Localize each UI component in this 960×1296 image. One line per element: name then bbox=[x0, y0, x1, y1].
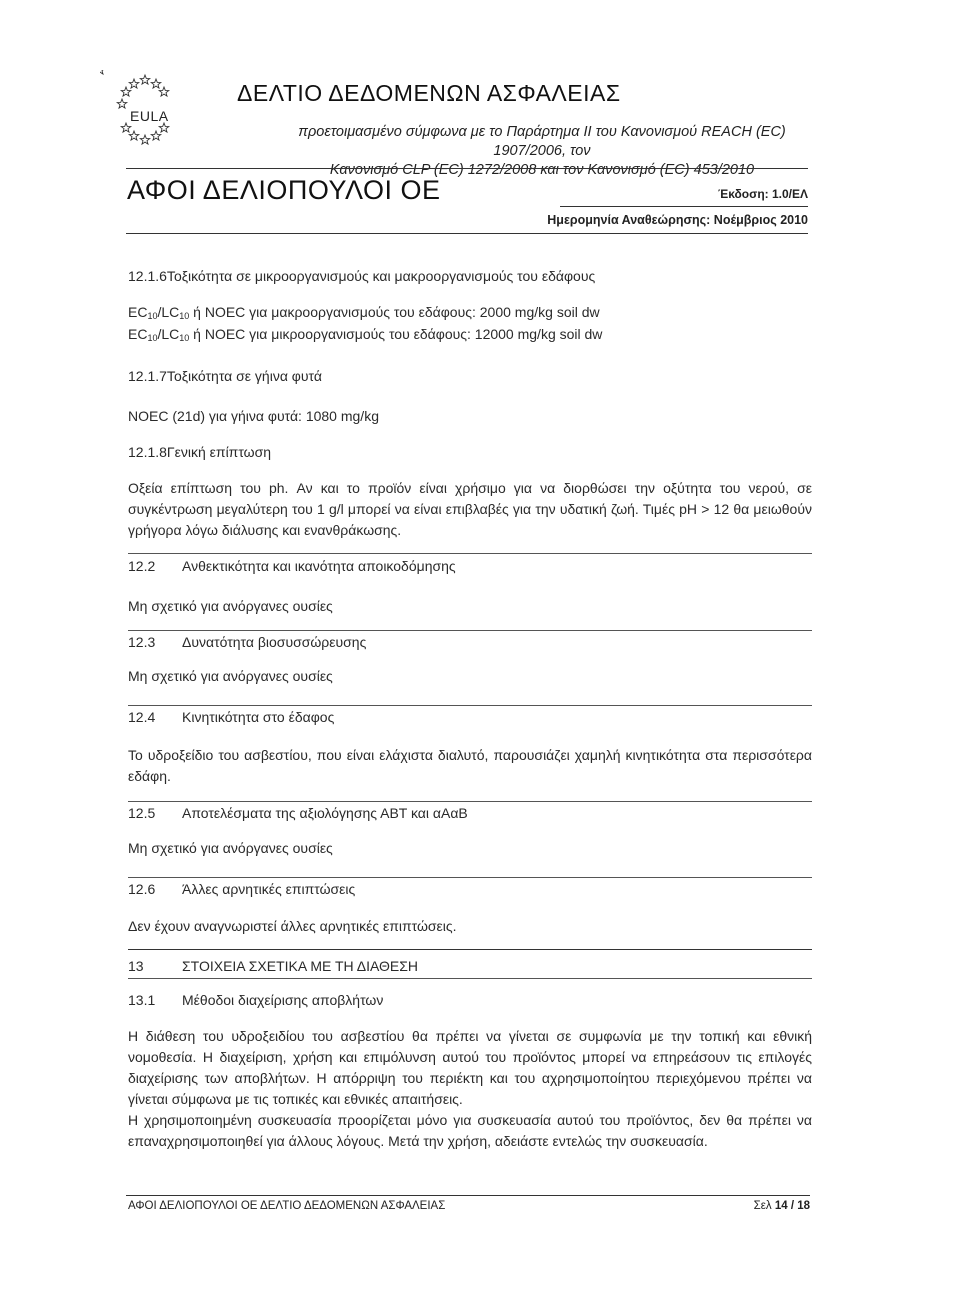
section-12-1-7-text: NOEC (21d) για γήινα φυτά: 1080 mg/kg bbox=[128, 408, 379, 424]
section-13-heading: 13 ΣΤΟΙΧΕΙΑ ΣΧΕΤΙΚΑ ΜΕ ΤΗ ΔΙΑΘΕΣΗ bbox=[128, 958, 419, 974]
soil-macro-toxicity: $EC_{10}/LC_{10}$ ή NOEC για μακροοργανισμούς του εδάφους: 2000 mg/kg soil dw bbox=[128, 304, 600, 321]
subtitle-line-1: προετοιμασμένο σύμφωνα με το Παράρτημα II του Κανονισμού REACH (EC) 1907/2006, τον bbox=[298, 124, 786, 159]
subtitle-line-2: Κανονισμό CLP (EC) 1272/2008 και τον Κανονισμό (EC) 453/2010 bbox=[329, 162, 755, 178]
section-12-2-text: Μη σχετικό για ανόργανες ουσίες bbox=[128, 598, 333, 614]
document-subtitle bbox=[262, 123, 822, 180]
section-13-1-paragraph-2: Η χρησιμοποιημένη συσκευασία προορίζεται μόνο για συσκευασία αυτού του προϊόντος, δεν θα πρέπει να επαναχρησιμοποιηθεί για άλλους λόγους. Μετά την χρήση, αδειάστε εντελώς την συσκευασία. bbox=[128, 1112, 812, 1149]
logo-text: EULA bbox=[130, 108, 169, 124]
revision-date: Ημερομηνία Αναθεώρησης: Νοέμβριος 2010 bbox=[547, 213, 808, 227]
page-number: Σελ 14 / 18 bbox=[753, 1200, 810, 1212]
header-divider-1 bbox=[126, 168, 808, 169]
soil-micro-toxicity: $EC_{10}/LC_{10}$ ή NOEC για μικροοργανισμούς του εδάφους: 12000 mg/kg soil dw bbox=[128, 326, 603, 343]
section-12-1-8-heading: 12.1.8Γενική επίπτωση bbox=[128, 444, 272, 460]
section-divider bbox=[128, 801, 812, 802]
section-12-6-heading: 12.6 Άλλες αρνητικές επιπτώσεις bbox=[128, 881, 356, 897]
section-divider bbox=[128, 553, 812, 554]
header-divider-2 bbox=[560, 206, 808, 207]
section-12-1-6-heading: 12.1.6Τοξικότητα σε μικροοργανισμούς και μακροοργανισμούς του εδάφους bbox=[128, 268, 596, 284]
section-12-4-heading: 12.4 Κινητικότητα στο έδαφος bbox=[128, 709, 335, 725]
section-12-3-heading: 12.3 Δυνατότητα βιοσυσσώρευσης bbox=[128, 634, 367, 650]
section-13-1-paragraph-1: Η διάθεση του υδροξειδίου του ασβεστίου θα πρέπει να γίνεται σε συμφωνία με την τοπική και εθνική νομοθεσία. Η διαχείριση, χρήση και επιμόλυνση αυτού του προϊόντος μπορεί να επηρεάσουν τις επιλογές διαχείρισης των αποβλήτων. Η απόρριψη του περιέκτη και του αχρησιμοποίητου περιεχόμενου πρέπει να γίνεται σύμφωνα με τις τοπικές και εθνικές απαιτήσεις. bbox=[128, 1028, 812, 1107]
section-12-5-text: Μη σχετικό για ανόργανες ουσίες bbox=[128, 840, 333, 856]
company-name: ΑΦΟΙ ΔΕΛΙΟΠΟΥΛΟΙ ΟΕ bbox=[127, 175, 441, 205]
section-divider bbox=[128, 978, 812, 979]
section-12-4-text: Το υδροξείδιο του ασβεστίου, που είναι ελάχιστα διαλυτό, παρουσιάζει χαμηλή κινητικότητα στα περισσότερα εδάφη. bbox=[128, 747, 812, 784]
document-title: ΔΕΛΤΙΟ ΔΕΔΟΜΕΝΩΝ ΑΣΦΑΛΕΙΑΣ bbox=[237, 80, 621, 106]
version-label: Έκδοση: 1.0/ΕΛ bbox=[717, 187, 808, 201]
section-divider bbox=[128, 877, 812, 878]
section-divider bbox=[128, 949, 812, 950]
section-12-1-8-text: Οξεία επίπτωση του ph. Αν και το προϊόν είναι χρήσιμο για να διορθώσει την οξύτητα του νερού, σε συγκέντρωση μεγαλύτερη του 1 g/l μπορεί να είναι επιβλαβές για την υδατική ζωή. Τιμές pH > 12 θα μειωθούν γρήγορα λόγω διάλυσης και ενανθράκωσης. bbox=[128, 480, 812, 538]
header-divider-3 bbox=[126, 233, 808, 234]
section-12-1-7-heading: 12.1.7Τοξικότητα σε γήινα φυτά bbox=[128, 368, 322, 384]
section-divider bbox=[128, 630, 812, 631]
section-12-6-text: Δεν έχουν αναγνωριστεί άλλες αρνητικές επιπτώσεις. bbox=[128, 918, 457, 934]
footer-text: ΑΦΟΙ ΔΕΛΙΟΠΟΥΛΟΙ ΟΕ ΔΕΛΤΙΟ ΔΕΔΟΜΕΝΩΝ ΑΣΦΑΛΕΙΑΣ bbox=[128, 1200, 446, 1212]
section-12-5-heading: 12.5 Αποτελέσματα της αξιολόγησης ΑΒΤ και αΑαΒ bbox=[128, 805, 468, 821]
section-13-1-heading: 13.1 Μέθοδοι διαχείρισης αποβλήτων bbox=[128, 992, 384, 1008]
section-12-2-heading: 12.2 Ανθεκτικότητα και ικανότητα αποικοδόμησης bbox=[128, 558, 456, 574]
section-12-3-text: Μη σχετικό για ανόργανες ουσίες bbox=[128, 668, 333, 684]
section-divider bbox=[128, 705, 812, 706]
footer-divider bbox=[126, 1195, 810, 1196]
